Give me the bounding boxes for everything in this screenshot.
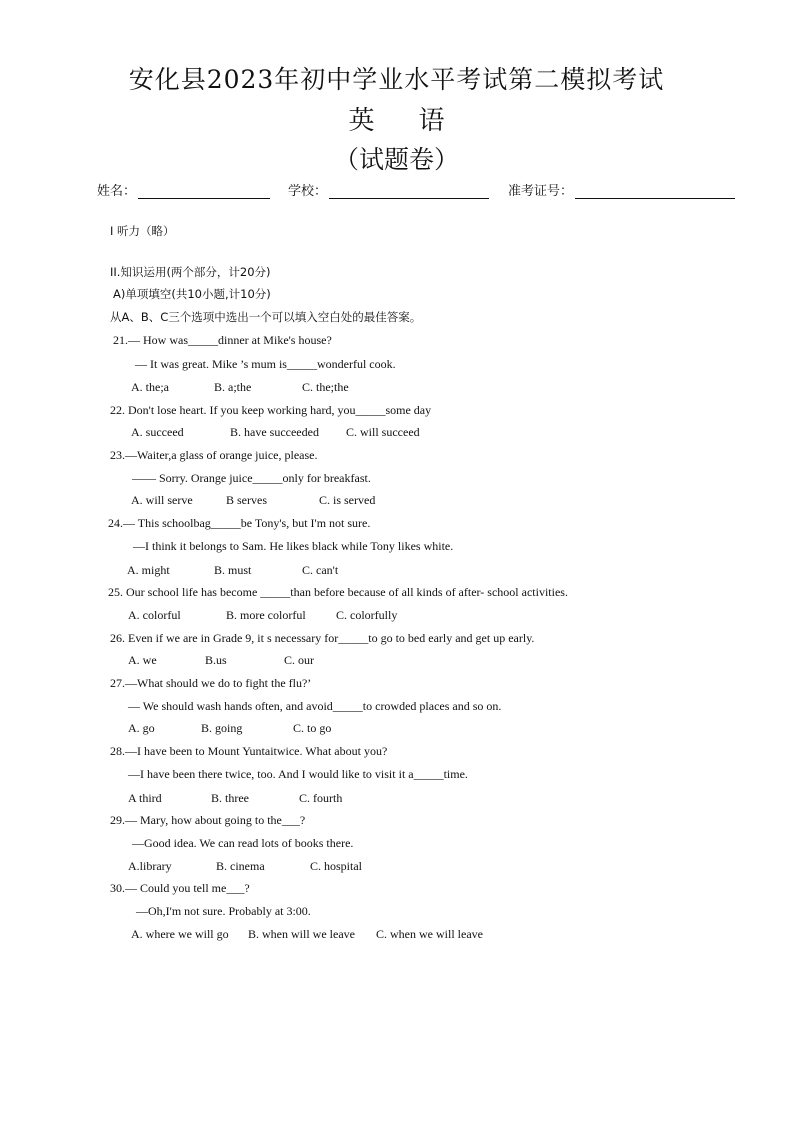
q29-option-b[interactable]: B. cinema <box>216 859 265 873</box>
exam-title: 安化县2023年初中学业水平考试第二模拟考试 <box>128 65 665 94</box>
q27-option-c[interactable]: C. to go <box>293 721 332 735</box>
q27-option-b[interactable]: B. going <box>201 721 243 735</box>
q28-option-c[interactable]: C. fourth <box>299 791 343 805</box>
question-21-reply: — It was great. Mike ’s mum is_____wonderful cook. <box>135 357 396 371</box>
question-21: 21.— How was_____dinner at Mike's house? <box>113 333 332 347</box>
school-label: 学校： <box>288 184 328 199</box>
q21-option-b[interactable]: B. a;the <box>214 380 252 394</box>
q28-option-a[interactable]: A third <box>128 791 162 805</box>
q30-option-a[interactable]: A. where we will go <box>131 927 229 941</box>
question-26: 26. Even if we are in Grade 9, it s necessary for_____to go to bed early and get up early. <box>110 631 535 645</box>
q27-option-a[interactable]: A. go <box>128 721 155 735</box>
subject-char-2: 语 <box>418 106 445 136</box>
q22-option-c[interactable]: C. will succeed <box>346 425 420 439</box>
q26-option-c[interactable]: C. our <box>284 653 314 667</box>
q24-option-a[interactable]: A. might <box>127 563 170 577</box>
q23-option-b[interactable]: B serves <box>226 493 267 507</box>
q25-option-b[interactable]: B. more colorful <box>226 608 306 622</box>
q29-option-a[interactable]: A.library <box>128 859 172 873</box>
question-22: 22. Don't lose heart. If you keep working hard, you_____some day <box>110 403 432 417</box>
question-29-reply: —Good idea. We can read lots of books there. <box>132 836 354 850</box>
section-knowledge: II.知识运用(两个部分，计20分) <box>110 265 271 279</box>
question-29: 29.— Mary, how about going to the___? <box>110 813 306 827</box>
school-field <box>288 180 489 199</box>
exam-number-label: 准考证号： <box>508 184 574 199</box>
q23-option-c[interactable]: C. is served <box>319 493 376 507</box>
question-30: 30.— Could you tell me___? <box>110 881 250 895</box>
question-30-reply: —Oh,I'm not sure. Probably at 3:00. <box>136 904 311 918</box>
q25-option-a[interactable]: A. colorful <box>128 608 181 622</box>
name-field <box>97 180 270 199</box>
section-part-a: A)单项填空(共10小题,计10分) <box>113 287 271 301</box>
paper-type: （试题卷） <box>333 145 459 174</box>
q28-option-b[interactable]: B. three <box>211 791 249 805</box>
question-27-reply: — We should wash hands often, and avoid_____to crowded places and so on. <box>128 699 502 713</box>
exam-number-blank[interactable] <box>575 184 735 199</box>
q24-option-b[interactable]: B. must <box>214 563 252 577</box>
q30-option-c[interactable]: C. when we will leave <box>376 927 483 941</box>
q26-option-b[interactable]: B.us <box>205 653 227 667</box>
exam-number-field <box>508 180 735 199</box>
q30-option-b[interactable]: B. when will we leave <box>248 927 355 941</box>
q23-option-a[interactable]: A. will serve <box>131 493 193 507</box>
name-label: 姓名： <box>97 184 137 199</box>
subject-heading <box>0 100 793 137</box>
q25-option-c[interactable]: C. colorfully <box>336 608 398 622</box>
candidate-info-row <box>97 180 747 200</box>
q21-option-a[interactable]: A. the;a <box>131 380 169 394</box>
q21-option-c[interactable]: C. the;the <box>302 380 349 394</box>
q22-option-a[interactable]: A. succeed <box>131 425 184 439</box>
question-23: 23.—Waiter,a glass of orange juice, please. <box>110 448 318 462</box>
question-28: 28.—I have been to Mount Yuntaitwice. What about you? <box>110 744 388 758</box>
question-24: 24.— This schoolbag_____be Tony's, but I'm not sure. <box>108 516 371 530</box>
section-listening: I 听力（略） <box>110 224 175 238</box>
name-blank[interactable] <box>138 184 270 199</box>
question-25: 25. Our school life has become _____than before because of all kinds of after- school activities. <box>108 585 568 599</box>
q29-option-c[interactable]: C. hospital <box>310 859 363 873</box>
q22-option-b[interactable]: B. have succeeded <box>230 425 319 439</box>
question-24-reply: —I think it belongs to Sam. He likes black while Tony likes white. <box>133 539 454 553</box>
question-27: 27.—What should we do to fight the flu?’ <box>110 676 312 690</box>
question-28-reply: —I have been there twice, too. And I would like to visit it a_____time. <box>128 767 468 781</box>
section-instruction: 从A、B、C三个选项中选出一个可以填入空白处的最佳答案。 <box>110 310 422 324</box>
question-23-reply: —— Sorry. Orange juice_____only for breakfast. <box>132 471 371 485</box>
q26-option-a[interactable]: A. we <box>128 653 157 667</box>
subject-char-1: 英 <box>348 106 375 136</box>
q24-option-c[interactable]: C. can't <box>302 563 339 577</box>
school-blank[interactable] <box>329 184 489 199</box>
